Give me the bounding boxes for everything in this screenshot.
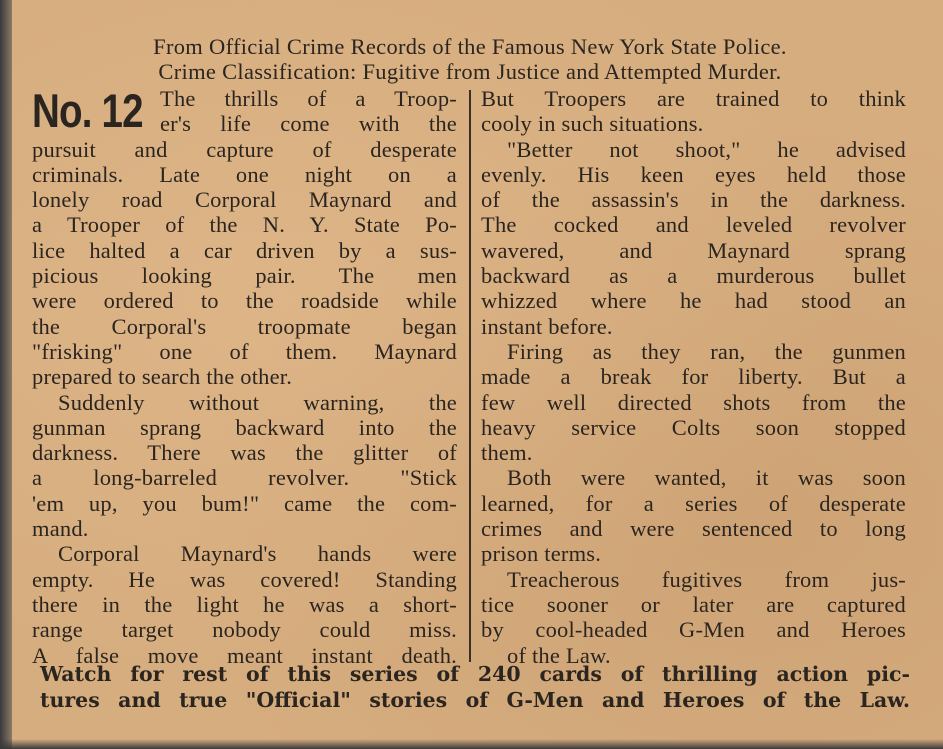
story-line: wavered, and Maynard sprang bbox=[481, 237, 906, 263]
header-line-2: Crime Classification: Fugitive from Justice and Attempted Murder. bbox=[158, 59, 782, 84]
story-line: by cool-headed G-Men and Heroes bbox=[481, 617, 906, 643]
story-line: heavy service Colts soon stopped bbox=[481, 414, 906, 440]
story-line: Treacherous fugitives from jus- bbox=[507, 566, 906, 592]
story-line: the Corporal's troopmate began bbox=[32, 313, 457, 339]
story-line: of the assassin's in the darkness. bbox=[481, 187, 906, 213]
story-line: evenly. His keen eyes held those bbox=[481, 161, 906, 187]
story-line: whizzed where he had stood an bbox=[481, 288, 906, 314]
story-line: cooly in such situations. bbox=[481, 111, 704, 137]
story-line: Corporal Maynard's hands were bbox=[58, 541, 457, 567]
story-line: "frisking" one of them. Maynard bbox=[32, 338, 457, 364]
story-line: them. bbox=[481, 440, 533, 466]
story-line: gunman sprang backward into the bbox=[32, 414, 457, 440]
card-header bbox=[30, 34, 910, 84]
story-line: tice sooner or later are captured bbox=[481, 591, 906, 617]
story-column-right bbox=[481, 86, 906, 668]
story-line: learned, for a series of desperate bbox=[481, 490, 906, 516]
story-line: pursuit and capture of desperate bbox=[32, 136, 457, 162]
story-line: mand. bbox=[32, 516, 89, 542]
story-line: criminals. Late one night on a bbox=[32, 161, 457, 187]
story-line: "Better not shoot," he advised bbox=[507, 136, 906, 162]
story-line: empty. He was covered! Standing bbox=[32, 566, 457, 592]
story-line: But Troopers are trained to think bbox=[481, 86, 906, 111]
card-bottom-edge-shadow bbox=[0, 739, 943, 749]
story-line: The cocked and leveled revolver bbox=[481, 212, 906, 238]
story-line: Both were wanted, it was soon bbox=[507, 465, 906, 491]
card-footer bbox=[40, 661, 910, 713]
footer-line-1: Watch for rest of this series of 240 cards of thrilling action pic- bbox=[40, 662, 910, 686]
story-line: a long-barreled revolver. "Stick bbox=[32, 465, 457, 491]
story-line: prepared to search the other. bbox=[32, 364, 293, 390]
story-line: few well directed shots from the bbox=[481, 389, 906, 415]
story-line: crimes and were sentenced to long bbox=[481, 516, 906, 542]
story-line: A false move meant instant death. bbox=[32, 642, 457, 668]
card-left-edge-shadow bbox=[0, 0, 12, 749]
story-line: there in the light he was a short- bbox=[32, 591, 457, 617]
story-line: range target nobody could miss. bbox=[32, 617, 457, 643]
story-line: The thrills of a Troop- bbox=[160, 86, 457, 111]
story-line: lonely road Corporal Maynard and bbox=[32, 187, 457, 213]
story-line: were ordered to the roadside while bbox=[32, 288, 457, 314]
story-line: darkness. There was the glitter of bbox=[32, 440, 457, 466]
story-line: 'em up, you bum!" came the com- bbox=[32, 490, 457, 516]
footer-line-2: tures and true "Official" stories of G-Men and Heroes of the Law. bbox=[40, 688, 910, 712]
story-line: of the Law. bbox=[507, 642, 611, 668]
story-line: instant before. bbox=[481, 313, 613, 339]
story-line: a Trooper of the N. Y. State Po- bbox=[32, 212, 457, 238]
header-line-1: From Official Crime Records of the Famous New York State Police. bbox=[153, 34, 787, 59]
card-number: No. 12 bbox=[32, 84, 143, 137]
story-line: picious looking pair. The men bbox=[32, 263, 457, 289]
story-line: made a break for liberty. But a bbox=[481, 364, 906, 390]
story-line: er's life come with the bbox=[160, 111, 457, 137]
story-line: Firing as they ran, the gunmen bbox=[507, 338, 906, 364]
story-line: Suddenly without warning, the bbox=[58, 389, 457, 415]
story-column-left bbox=[32, 86, 457, 668]
column-divider bbox=[469, 90, 471, 662]
story-line: backward as a murderous bullet bbox=[481, 263, 906, 289]
story-line: lice halted a car driven by a sus- bbox=[32, 237, 457, 263]
story-line: prison terms. bbox=[481, 541, 602, 567]
